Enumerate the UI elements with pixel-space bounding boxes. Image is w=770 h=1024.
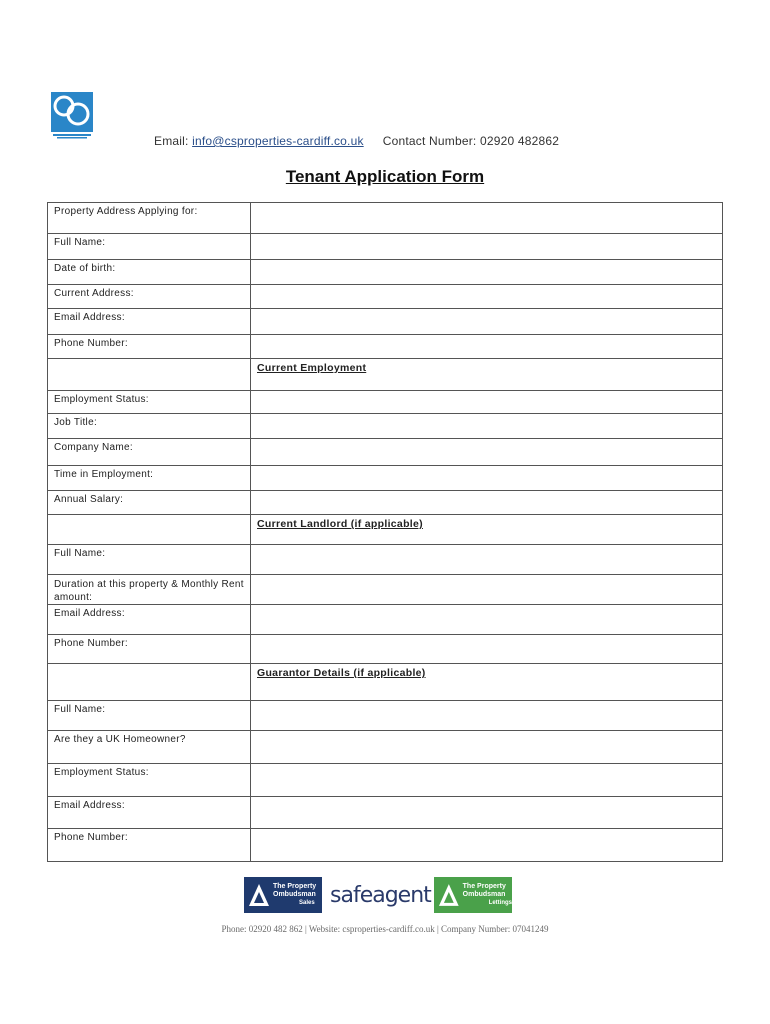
company-logo bbox=[51, 92, 93, 140]
input-field[interactable] bbox=[251, 203, 723, 234]
input-field[interactable] bbox=[251, 575, 723, 605]
form-row bbox=[48, 764, 723, 797]
input-field[interactable] bbox=[251, 701, 723, 731]
input-field[interactable] bbox=[251, 764, 723, 797]
input-field[interactable] bbox=[251, 491, 723, 515]
form-row bbox=[48, 203, 723, 234]
input-field[interactable] bbox=[251, 545, 723, 575]
email-link[interactable]: info@csproperties-cardiff.co.uk bbox=[192, 134, 364, 148]
section-heading-employment: Current Employment bbox=[251, 359, 723, 391]
row-label: Full Name: bbox=[48, 701, 251, 731]
row-label: Full Name: bbox=[48, 545, 251, 575]
form-row bbox=[48, 466, 723, 491]
form-row bbox=[48, 285, 723, 309]
row-label: Job Title: bbox=[48, 414, 251, 439]
row-label: Email Address: bbox=[48, 797, 251, 829]
row-label: Phone Number: bbox=[48, 635, 251, 664]
input-field[interactable] bbox=[251, 829, 723, 862]
row-label: Phone Number: bbox=[48, 829, 251, 862]
form-row bbox=[48, 829, 723, 862]
form-row bbox=[48, 414, 723, 439]
input-field[interactable] bbox=[251, 260, 723, 285]
form-row bbox=[48, 701, 723, 731]
input-field[interactable] bbox=[251, 391, 723, 414]
form-row bbox=[48, 545, 723, 575]
input-field[interactable] bbox=[251, 309, 723, 335]
ombudsman-triangle-icon bbox=[248, 881, 270, 909]
form-row bbox=[48, 260, 723, 285]
form-row bbox=[48, 491, 723, 515]
form-row bbox=[48, 797, 723, 829]
safeagent-badge bbox=[328, 877, 431, 913]
row-label: Email Address: bbox=[48, 605, 251, 635]
form-row bbox=[48, 309, 723, 335]
form-row bbox=[48, 439, 723, 466]
form-row bbox=[48, 731, 723, 764]
contact-line bbox=[154, 134, 559, 148]
row-label: Employment Status: bbox=[48, 764, 251, 797]
safeagent-wordmark: safeagent bbox=[330, 882, 431, 908]
input-field[interactable] bbox=[251, 285, 723, 309]
row-label: Are they a UK Homeowner? bbox=[48, 731, 251, 764]
input-field[interactable] bbox=[251, 605, 723, 635]
input-field[interactable] bbox=[251, 797, 723, 829]
contact-label: Contact Number: bbox=[382, 134, 477, 148]
row-label: Date of birth: bbox=[48, 260, 251, 285]
row-label: Annual Salary: bbox=[48, 491, 251, 515]
row-label: Phone Number: bbox=[48, 335, 251, 359]
row-label: Duration at this property & Monthly Rent amount: bbox=[48, 575, 251, 605]
row-label: Employment Status: bbox=[48, 391, 251, 414]
ombudsman-triangle-icon bbox=[438, 881, 460, 909]
page-title: Tenant Application Form bbox=[285, 167, 485, 186]
form-row bbox=[48, 575, 723, 605]
section-row bbox=[48, 359, 723, 391]
row-label: Time in Employment: bbox=[48, 466, 251, 491]
input-field[interactable] bbox=[251, 439, 723, 466]
input-field[interactable] bbox=[251, 635, 723, 664]
input-field[interactable] bbox=[251, 335, 723, 359]
form-row bbox=[48, 335, 723, 359]
email-label: Email: bbox=[154, 134, 189, 148]
form-row bbox=[48, 234, 723, 260]
input-field[interactable] bbox=[251, 466, 723, 491]
section-heading-guarantor: Guarantor Details (if applicable) bbox=[251, 664, 723, 701]
row-label: Company Name: bbox=[48, 439, 251, 466]
row-label: Current Address: bbox=[48, 285, 251, 309]
section-row bbox=[48, 664, 723, 701]
form-row bbox=[48, 605, 723, 635]
property-ombudsman-sales-badge: The Property Ombudsman Sales bbox=[244, 877, 322, 913]
accreditation-badges bbox=[244, 877, 512, 913]
application-form-table bbox=[47, 202, 723, 862]
contact-number: 02920 482862 bbox=[480, 134, 560, 148]
row-label: Email Address: bbox=[48, 309, 251, 335]
property-ombudsman-lettings-badge: The Property Ombudsman Lettings bbox=[434, 877, 512, 913]
section-heading-landlord: Current Landlord (if applicable) bbox=[251, 515, 723, 545]
row-label: Property Address Applying for: bbox=[48, 203, 251, 234]
footer-contact: Phone: 02920 482 862 | Website: csproperties-cardiff.co.uk | Company Number: 07041249 bbox=[221, 924, 549, 934]
form-row bbox=[48, 635, 723, 664]
input-field[interactable] bbox=[251, 731, 723, 764]
form-row bbox=[48, 391, 723, 414]
row-label: Full Name: bbox=[48, 234, 251, 260]
input-field[interactable] bbox=[251, 234, 723, 260]
input-field[interactable] bbox=[251, 414, 723, 439]
section-row bbox=[48, 515, 723, 545]
